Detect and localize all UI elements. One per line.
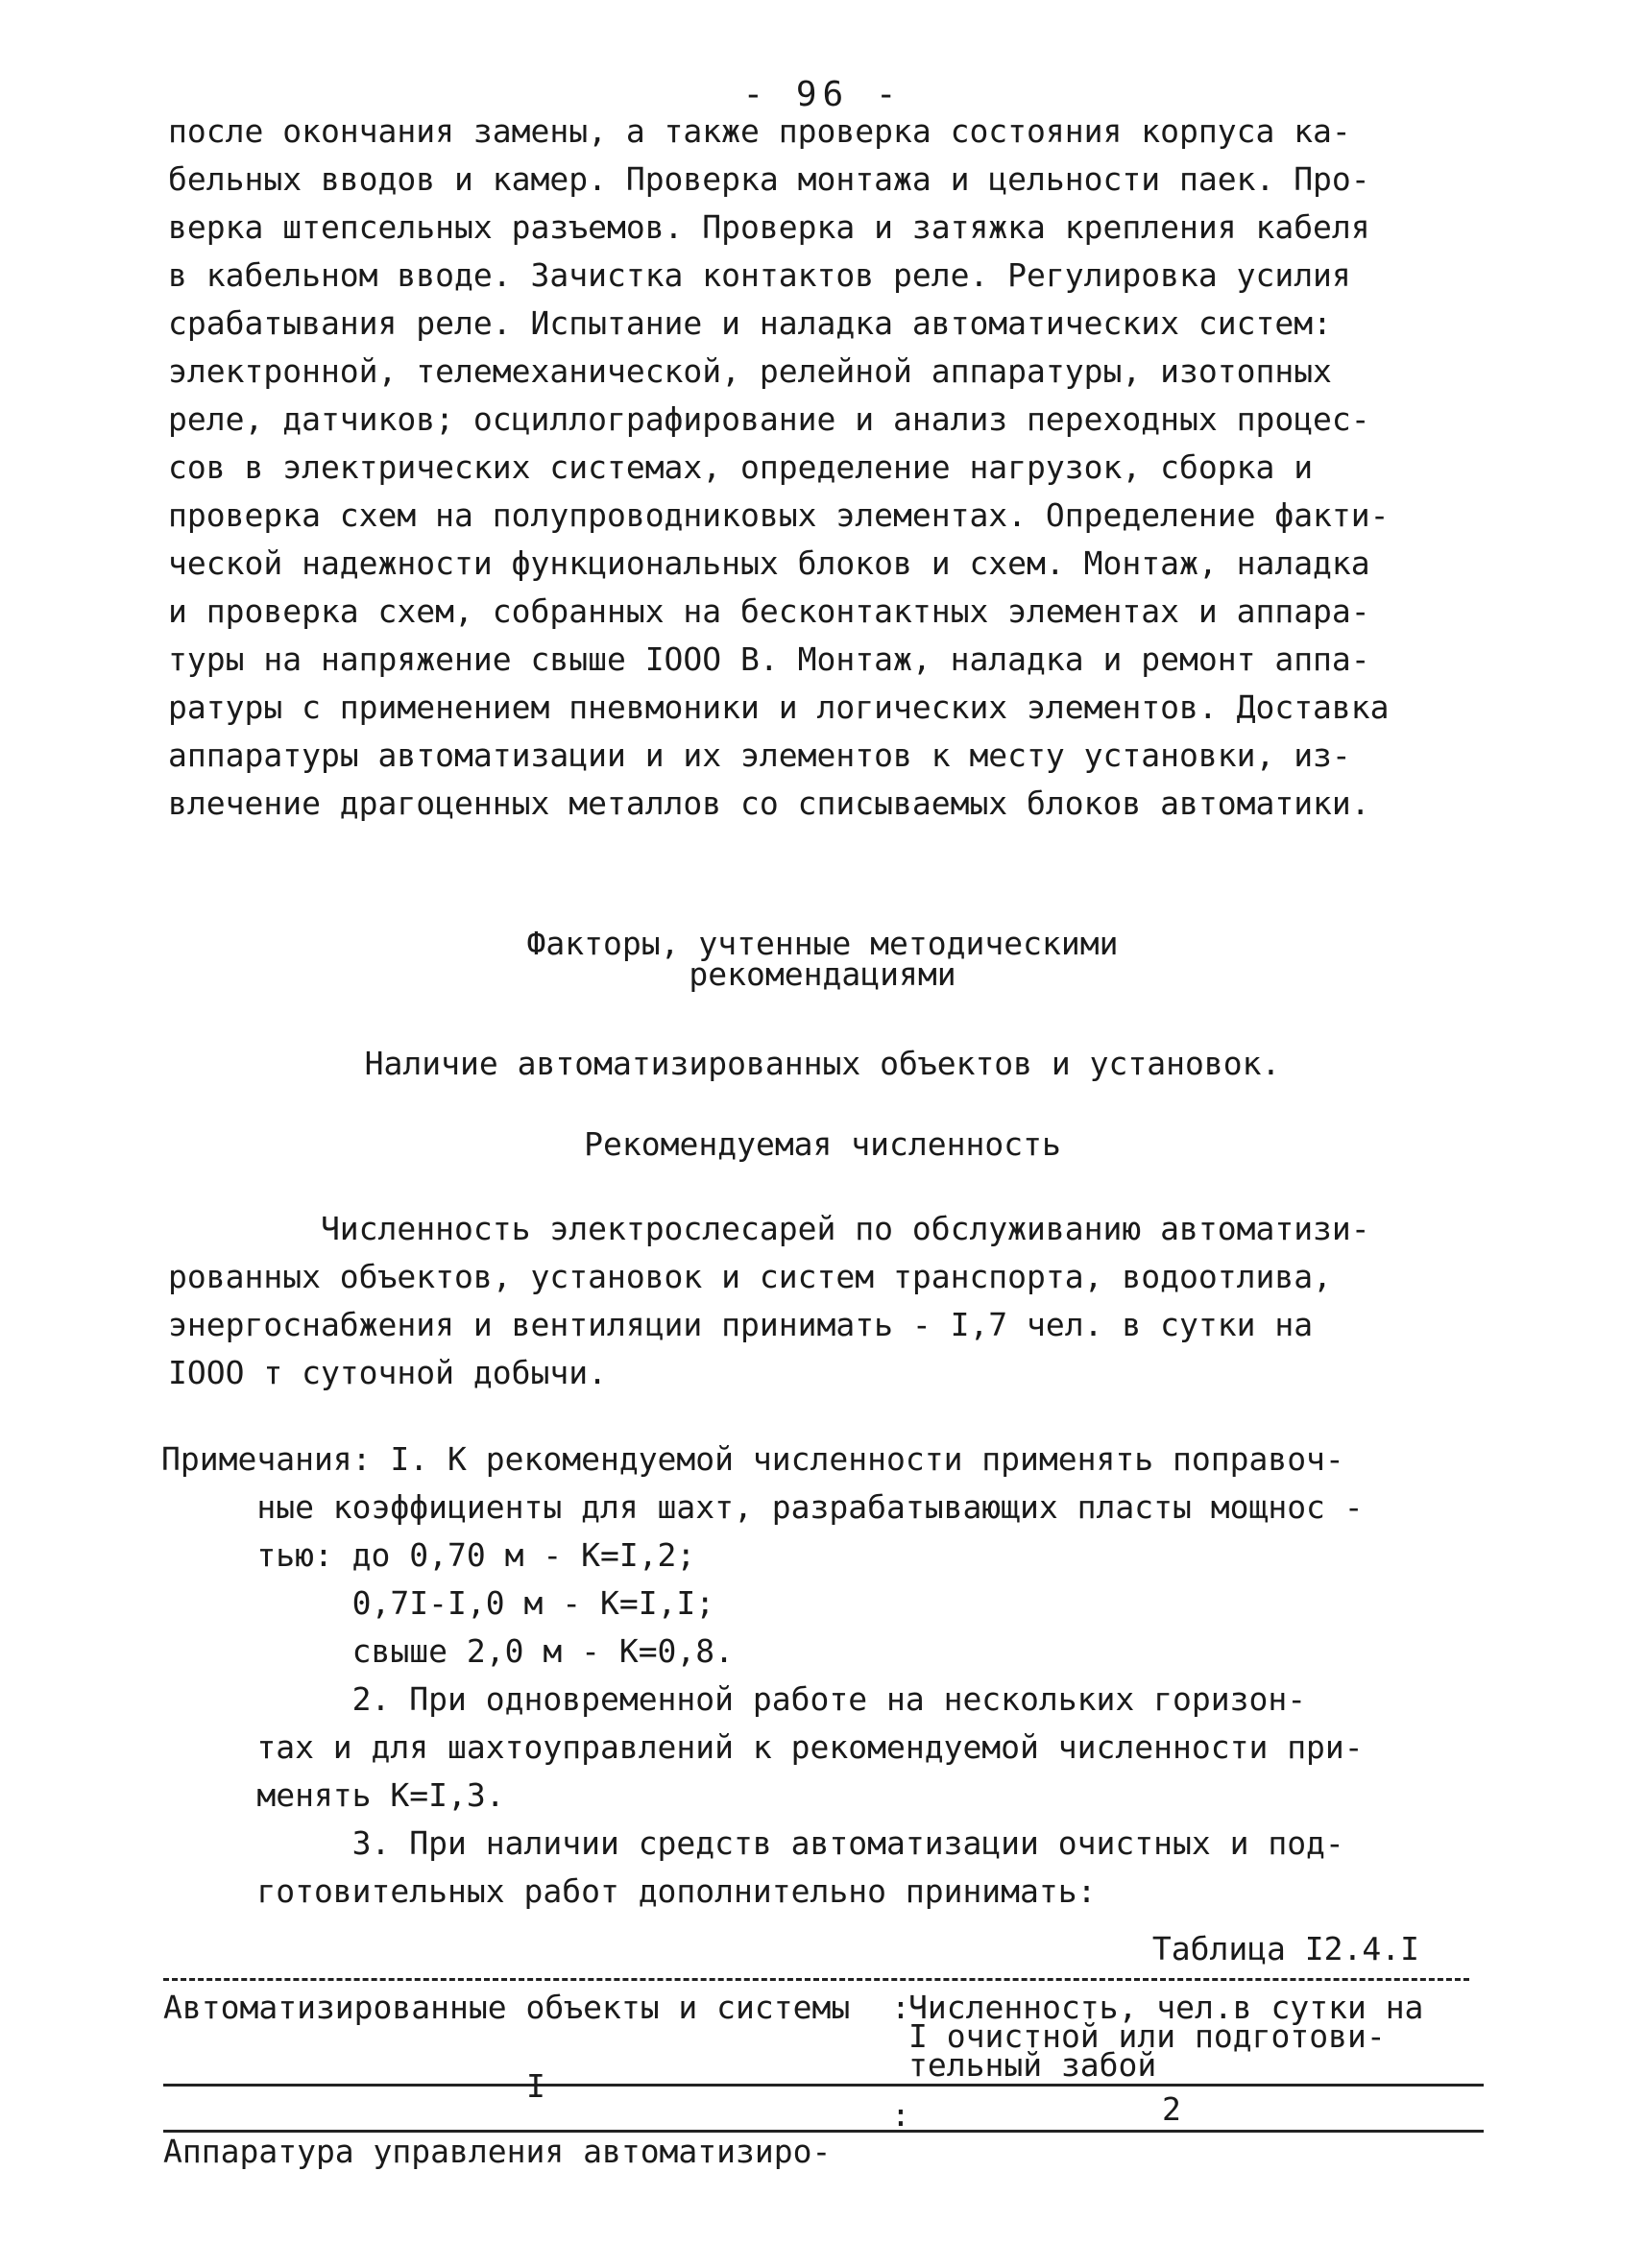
table-number-separator: :	[891, 2096, 910, 2134]
paragraph-line: ратуры с применением пневмоники и логических элементов. Доставка	[168, 688, 1390, 726]
note-line: 2. При одновременной работе на нескольких горизон-	[161, 1680, 1307, 1718]
factors-text: Наличие автоматизированных объектов и установок.	[364, 1045, 1281, 1082]
paragraph-line: срабатывания реле. Испытание и наладка автоматических систем:	[168, 304, 1332, 342]
factors-heading-line-2: рекомендациями	[689, 955, 956, 993]
note-line: менять К=I,3.	[161, 1776, 505, 1814]
table-header-rule	[163, 2084, 1484, 2087]
paragraph-line: ческой надежности функциональных блоков и схем. Монтаж, наладка	[168, 544, 1370, 582]
table-col2-number: 2	[1162, 2090, 1181, 2128]
note-line: 0,7I-I,0 м - К=I,I;	[161, 1584, 715, 1622]
table-header-col2-line: тельный забой	[908, 2046, 1157, 2084]
paragraph-line: бельных вводов и камер. Проверка монтажа и цельности паек. Про-	[168, 160, 1370, 198]
note-line: тах и для шахтоуправлений к рекомендуемой численности при-	[161, 1728, 1364, 1766]
note-line: свыше 2,0 м - К=0,8.	[161, 1632, 735, 1670]
table-row-1-col1: Аппаратура управления автоматизиро-	[163, 2133, 832, 2170]
note-line: ные коэффициенты для шахт, разрабатывающих пласты мощнос -	[161, 1488, 1364, 1526]
note-line: Примечания: I. К рекомендуемой численности применять поправоч-	[161, 1440, 1344, 1478]
paragraph-line: в кабельном вводе. Зачистка контактов реле. Регулировка усилия	[168, 256, 1351, 294]
paragraph-line: Численность электрослесарей по обслуживанию автоматизи-	[168, 1210, 1370, 1247]
paragraph-line: реле, датчиков; осциллографирование и анализ переходных процес-	[168, 400, 1370, 438]
table-header-col2-line: Численность, чел.в сутки на	[908, 1989, 1424, 2026]
paragraph-line: IOOO т суточной добычи.	[168, 1354, 607, 1391]
table-top-rule	[163, 1978, 1469, 1981]
recommended-heading: Рекомендуемая численность	[584, 1125, 1061, 1163]
paragraph-line: и проверка схем, собранных на бесконтактных элементах и аппара-	[168, 592, 1370, 630]
paragraph-line: влечение драгоценных металлов со списываемых блоков автоматики.	[168, 784, 1370, 822]
paragraph-line: проверка схем на полупроводниковых элементах. Определение факти-	[168, 496, 1390, 534]
note-line: 3. При наличии средств автоматизации очистных и под-	[161, 1824, 1344, 1862]
table-header-col2-line: I очистной или подготови-	[908, 2017, 1386, 2055]
note-line: тью: до 0,70 м - К=I,2;	[161, 1536, 696, 1574]
factors-heading-line-1: Факторы, учтенные методическими	[526, 925, 1119, 962]
paragraph-line: после окончания замены, а также проверка состояния корпуса ка-	[168, 112, 1351, 150]
paragraph-2	[168, 1205, 1474, 1397]
paragraph-line: сов в электрических системах, определение нагрузок, сборка и	[168, 448, 1314, 486]
table-header-separator: :	[891, 1989, 910, 2026]
paragraph-1	[168, 108, 1474, 828]
table-title: Таблица I2.4.I	[1151, 1930, 1419, 1967]
table-header-col1: Автоматизированные объекты и системы	[163, 1989, 851, 2026]
page-number: - 96 -	[742, 75, 903, 114]
paragraph-line: туры на напряжение свыше IOOO В. Монтаж, наладка и ремонт аппа-	[168, 640, 1370, 678]
paragraph-line: рованных объектов, установок и систем транспорта, водоотлива,	[168, 1258, 1332, 1295]
table-header-col2	[908, 1989, 1424, 2084]
paragraph-line: верка штепсельных разъемов. Проверка и затяжка крепления кабеля	[168, 208, 1370, 246]
notes	[161, 1436, 1487, 1916]
paragraph-line: аппаратуры автоматизации и их элементов к месту установки, из-	[168, 736, 1351, 774]
table-col1-number: I	[526, 2067, 545, 2105]
paragraph-line: электронной, телемеханической, релейной аппаратуры, изотопных	[168, 352, 1332, 390]
paragraph-line: энергоснабжения и вентиляции принимать - I,7 чел. в сутки на	[168, 1306, 1314, 1343]
note-line: готовительных работ дополнительно принимать:	[161, 1872, 1097, 1910]
